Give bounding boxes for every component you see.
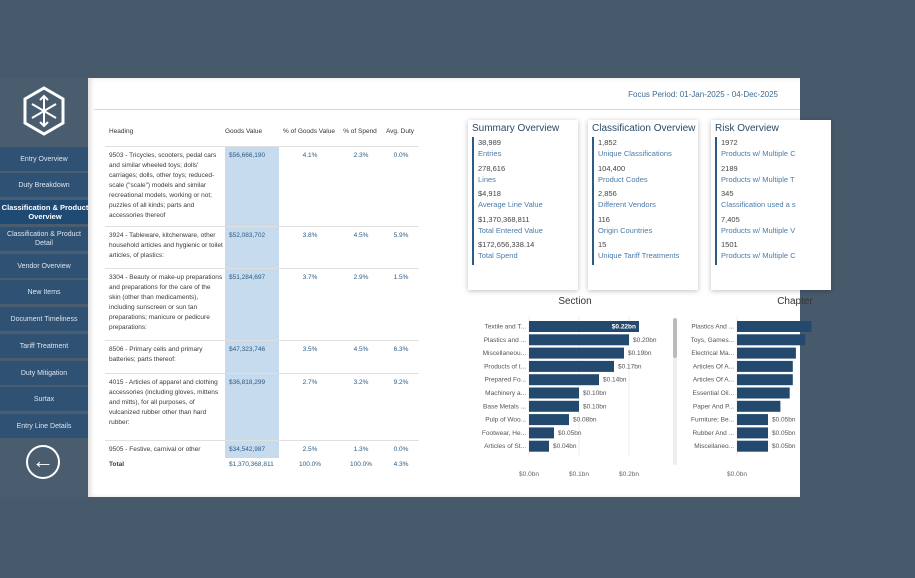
value-cell: 1.3% [339,440,381,458]
bar[interactable] [737,348,796,359]
total-row [105,458,419,473]
back-button[interactable] [26,445,60,479]
category-label: Rubber And ... [692,429,734,437]
kpi-value: $4,918 [478,189,501,198]
category-label: Furniture; Be... [691,416,734,424]
table-row[interactable] [105,440,419,458]
kpi-value: 2,856 [598,189,617,198]
bar[interactable] [737,334,805,345]
kpi-value: 1501 [721,240,738,249]
value-cell: 4.5% [339,340,381,373]
total-cell: 100.0% [298,460,322,468]
kpi-label: Products w/ Multiple C [721,149,796,158]
kpi-value: 15 [598,240,607,249]
category-label: Miscellaneo... [694,443,734,451]
heading-cell: 4015 - Articles of apparel and clothing accessories (including gloves, mittens and mitts), for all purposes, of vulcanized rubber other than hard rubber: [105,373,225,440]
bar[interactable] [737,427,768,438]
table-row[interactable] [105,146,419,226]
column-header[interactable]: Goods Value [225,128,263,136]
category-label: Electrical Ma... [691,350,734,358]
divider [94,109,800,110]
category-label: Prepared Fo... [484,376,526,384]
category-label: Articles of St... [484,443,526,451]
kpi-list [715,137,915,265]
total-cell: 4.3% [393,460,409,468]
kpi-label: Different Vendors [598,200,656,209]
bar[interactable] [529,441,549,452]
focus-period: Focus Period: 01-Jan-2025 - 04-Dec-2025 [628,90,778,99]
kpi-label: Total Spend [478,251,518,260]
heading-cell: 9505 - Festive, carnival or other [105,440,225,458]
value-cell: $36,818,299 [225,373,279,440]
heading-cell: 8506 - Primary cells and primary batteries; parts thereof: [105,340,225,373]
value-cell: 3.5% [279,340,339,373]
bar-chart-chapter [685,284,813,494]
x-tick-label: $0.0bn [727,471,747,478]
kpi-item [721,214,915,240]
sidebar-item[interactable]: Duty Breakdown [0,173,88,198]
kpi-value: $172,656,338.14 [478,240,535,249]
main-content [88,78,813,497]
data-label: $0.22bn [611,323,636,331]
chart-title: Section [558,296,592,307]
card-title: Summary Overview [472,123,560,134]
kpi-label: Products w/ Multiple T [721,174,795,184]
kpi-value: 38,989 [478,138,501,147]
column-header[interactable]: % of Spend [343,128,377,136]
table-row[interactable] [105,226,419,268]
value-cell: $47,323,746 [225,340,279,373]
kpi-value: 104,400 [598,163,626,173]
sidebar-item[interactable]: New Items [0,280,88,305]
sidebar-item[interactable]: Vendor Overview [0,254,88,279]
card-title: Classification Overview [592,123,696,134]
kpi-label: Unique Tariff Treatments [598,251,680,260]
data-label: $0.04bn [553,443,577,451]
kpi-label: Unique Classifications [598,149,672,158]
category-label: Machinery a... [485,390,526,397]
bar[interactable] [529,427,554,438]
card-title: Risk Overview [715,123,779,134]
total-cell: Total [109,460,125,468]
kpi-label: Classification used a s [721,200,796,209]
x-tick-label: $0.2bn [619,471,639,478]
sidebar-item[interactable]: Classification & Product Overview [0,200,90,225]
kpi-value: 345 [721,189,734,198]
value-cell: 2.9% [339,268,381,340]
bar[interactable] [529,361,614,372]
bar[interactable] [529,348,624,359]
kpi-item [721,239,915,265]
value-cell: 1.5% [381,268,419,340]
kpi-label: Total Entered Value [478,225,543,235]
hexagon-cube-logo [22,86,66,136]
arrow-left-circle-icon: ← [32,448,54,473]
value-cell: 2.5% [279,440,339,458]
x-tick-label: $0.0bn [519,471,539,478]
category-label: Textile and T... [484,323,526,331]
total-cell: $1,370,368,811 [229,460,274,468]
sidebar-item[interactable]: Entry Line Details [0,414,88,439]
kpi-label: Products w/ Multiple C [721,251,796,260]
kpi-label: Products w/ Multiple V [721,225,796,235]
category-label: Miscellaneou... [482,350,526,358]
kpi-item [721,163,915,189]
kpi-label: Lines [478,174,496,184]
sidebar [0,78,88,497]
category-label: Essential Oil... [692,390,734,397]
bar[interactable] [529,334,629,345]
category-label: Plastics And ... [691,323,734,331]
value-cell: 5.9% [381,226,419,268]
table-row[interactable] [105,340,419,373]
kpi-value: $1,370,368,811 [478,214,530,224]
data-label: $0.20bn [633,336,657,344]
column-header[interactable]: % of Goods Value [283,128,335,136]
sidebar-item[interactable]: Classification & Product Detail [0,227,88,252]
bar[interactable] [737,414,768,425]
value-cell: $52,083,702 [225,226,279,268]
table-row[interactable] [105,268,419,340]
data-label: $0.10bn [583,403,607,411]
sidebar-item[interactable]: Surtax [0,387,88,412]
bar[interactable] [737,374,793,385]
sidebar-item[interactable]: Tariff Treatment [0,334,88,359]
kpi-label: Origin Countries [598,225,653,235]
value-cell: $56,666,190 [225,146,279,226]
value-cell: 3.2% [339,373,381,440]
data-label: $0.10bn [583,390,607,397]
category-label: Toys, Games... [690,336,734,344]
heading-cell: 9503 - Tricycles, scooters, pedal cars and similar wheeled toys; dolls' carriages; dolls, other toys; reduced-scale ("scale") models and similar recreational models, working or not; puzzles of all kinds; parts and accessories thereof [105,146,225,226]
chart-scrollbar[interactable] [673,318,677,465]
kpi-value: 1,852 [598,138,617,147]
bar[interactable] [529,414,569,425]
bar[interactable] [737,361,793,372]
sidebar-item[interactable]: Duty Mitigation [0,361,88,386]
value-cell: 2.3% [339,146,381,226]
bar[interactable] [737,321,811,332]
chart-title: Chapter [777,296,813,307]
category-label: Products of t... [484,363,526,371]
category-label: Articles Of A... [692,376,734,384]
value-cell: $51,284,697 [225,268,279,340]
x-tick-label: $0.1bn [569,471,589,478]
value-cell: $34,542,987 [225,440,279,458]
value-cell: 0.0% [381,440,419,458]
kpi-label: Product Codes [598,174,648,184]
bar[interactable] [737,388,790,399]
column-header[interactable]: Avg. Duty [385,128,415,136]
overview-card [588,120,698,290]
category-label: Plastics and ... [483,336,526,344]
bar[interactable] [737,441,768,452]
value-cell: 2.7% [279,373,339,440]
data-label: $0.19bn [628,350,652,358]
total-cell: 100.0% [349,460,373,468]
data-label: $0.17bn [618,363,642,371]
sidebar-item[interactable]: Entry Overview [0,147,88,172]
category-label: Articles Of A... [692,363,734,371]
value-cell: 9.2% [381,373,419,440]
value-cell: 4.5% [339,226,381,268]
data-label: $0.14bn [603,376,627,384]
data-label: $0.05bn [772,443,796,451]
column-header[interactable]: Heading [109,128,134,136]
kpi-value: 7,405 [721,214,740,224]
category-label: Paper And P... [692,403,734,411]
bar[interactable] [529,374,599,385]
data-label: $0.05bn [558,429,582,437]
value-cell: 3.8% [279,226,339,268]
bar-chart-section [470,284,670,494]
kpi-value: 2189 [721,163,738,173]
value-cell: 0.0% [381,146,419,226]
bar[interactable] [529,388,579,399]
bar[interactable] [529,401,579,412]
heading-cell: 3924 - Tableware, kitchenware, other household articles and hygienic or toilet articles, of plastics: [105,226,225,268]
category-label: Base Metals ... [483,403,526,411]
heading-cell: 3304 - Beauty or make-up preparations and preparations for the care of the skin (other than medicaments), including sunscreen or sun tan preparations; manicure or pedicure preparations: [105,268,225,340]
heading-table [105,118,419,473]
kpi-value: 278,616 [478,163,506,173]
category-label: Footwear, He... [481,429,526,437]
kpi-label: Average Line Value [478,200,543,209]
value-cell: 4.1% [279,146,339,226]
category-label: Pulp of Woo... [485,416,526,424]
overview-card [468,120,578,290]
report-page [0,78,813,497]
data-label: $0.05bn [772,429,796,437]
table-row[interactable] [105,373,419,440]
kpi-item [721,188,915,214]
value-cell: 6.3% [381,340,419,373]
kpi-label: Entries [478,149,502,158]
value-cell: 3.7% [279,268,339,340]
kpi-value: 116 [598,214,610,224]
sidebar-item[interactable]: Document Timeliness [0,307,88,332]
kpi-item [721,137,915,163]
data-label: $0.08bn [573,416,597,424]
bar[interactable] [737,401,780,412]
data-label: $0.05bn [772,416,796,424]
kpi-value: 1972 [721,138,738,147]
overview-card [711,120,831,290]
